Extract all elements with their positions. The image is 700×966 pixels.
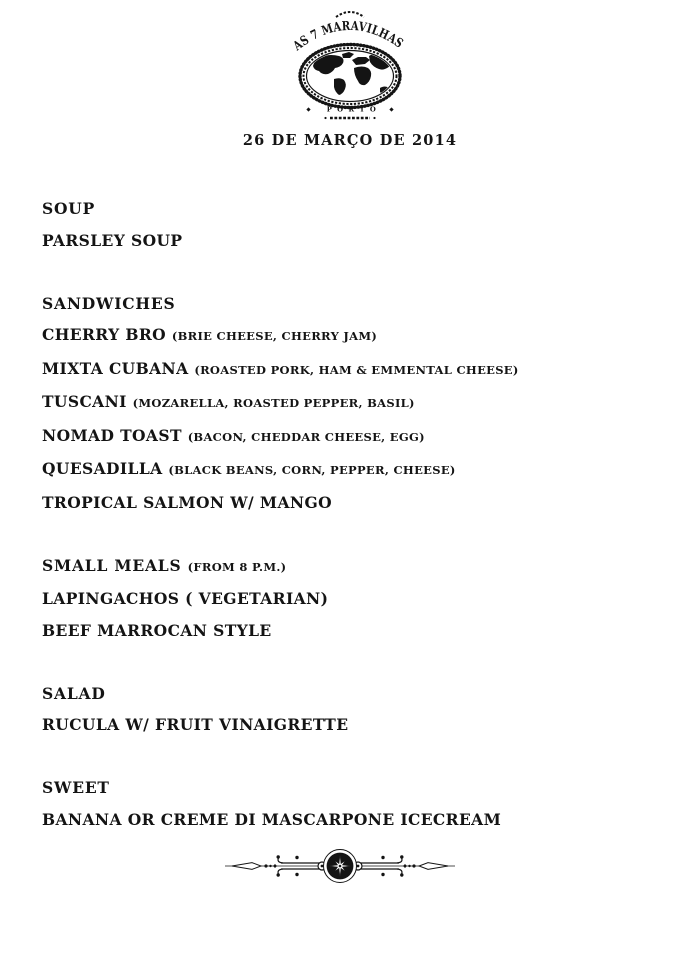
section-title bbox=[42, 772, 700, 804]
item-detail: (BLACK BEANS, CORN, PEPPER, CHEESE) bbox=[168, 463, 456, 477]
section-title bbox=[42, 288, 700, 320]
menu-item bbox=[42, 709, 700, 741]
porto-text: P O R T O bbox=[326, 105, 378, 114]
menu-item bbox=[42, 615, 700, 647]
section-title-text: SANDWICHES bbox=[42, 293, 176, 313]
item-detail: (MOZARELLA, ROASTED PEPPER, BASIL) bbox=[132, 396, 415, 410]
section-title-detail: (FROM 8 P.M.) bbox=[187, 559, 287, 574]
brand-arc-textpath: AS 7 MARAVILHAS bbox=[289, 17, 408, 54]
item-detail: (ROASTED PORK, HAM & EMMENTAL CHEESE) bbox=[194, 362, 519, 377]
item-name: QUESADILLA bbox=[42, 459, 163, 478]
section-title-text: SALAD bbox=[42, 683, 106, 703]
item-name: MIXTA CUBANA bbox=[42, 358, 189, 378]
item-name: PARSLEY SOUP bbox=[42, 230, 183, 250]
menu-item bbox=[42, 319, 700, 353]
logo-top-ornament bbox=[336, 12, 364, 17]
compass-divider bbox=[225, 846, 455, 886]
item-name: RUCULA W/ FRUIT VINAIGRETTE bbox=[42, 715, 349, 734]
item-name: CHERRY BRO bbox=[42, 325, 167, 344]
restaurant-logo bbox=[289, 8, 411, 124]
menu-section bbox=[42, 193, 700, 256]
menu-section bbox=[42, 550, 700, 647]
logo-left-sparkle-icon bbox=[306, 107, 310, 111]
item-name: TROPICAL SALMON W/ MANGO bbox=[42, 492, 332, 512]
section-title-text: SMALL MEALS bbox=[42, 555, 182, 575]
item-name: BANANA OR CREME DI MASCARPONE ICECREAM bbox=[42, 809, 502, 829]
section-title bbox=[42, 550, 700, 584]
menu-item bbox=[42, 225, 700, 257]
section-title bbox=[42, 678, 700, 710]
menu-section bbox=[42, 288, 700, 519]
menu-item bbox=[42, 487, 700, 519]
menu-item bbox=[42, 804, 700, 836]
item-detail: (BRIE CHEESE, CHERRY JAM) bbox=[171, 329, 378, 343]
section-title-text: SOUP bbox=[42, 199, 96, 218]
menu-item bbox=[42, 453, 700, 487]
logo-right-sparkle-icon bbox=[389, 107, 393, 111]
date-line: 26 DE MARÇO DE 2014 bbox=[242, 132, 458, 149]
item-name: LAPINGACHOS ( VEGETARIAN) bbox=[42, 589, 329, 608]
header bbox=[0, 0, 700, 149]
item-name: BEEF MARROCAN STYLE bbox=[42, 620, 272, 640]
compass-rose-icon bbox=[324, 850, 357, 883]
menu-section bbox=[42, 772, 700, 835]
section-title-text: SWEET bbox=[42, 778, 110, 797]
item-name: TUSCANI bbox=[42, 392, 127, 411]
menu-item bbox=[42, 386, 700, 420]
menu-item bbox=[42, 583, 700, 615]
menu-section bbox=[42, 678, 700, 741]
menu-item bbox=[42, 353, 700, 387]
menu-item bbox=[42, 420, 700, 454]
item-detail: (BACON, CHEDDAR CHEESE, EGG) bbox=[187, 429, 425, 444]
menu bbox=[42, 193, 700, 835]
logo-bottom-ornament bbox=[324, 117, 375, 119]
section-title bbox=[42, 193, 700, 225]
item-name: NOMAD TOAST bbox=[42, 425, 182, 445]
